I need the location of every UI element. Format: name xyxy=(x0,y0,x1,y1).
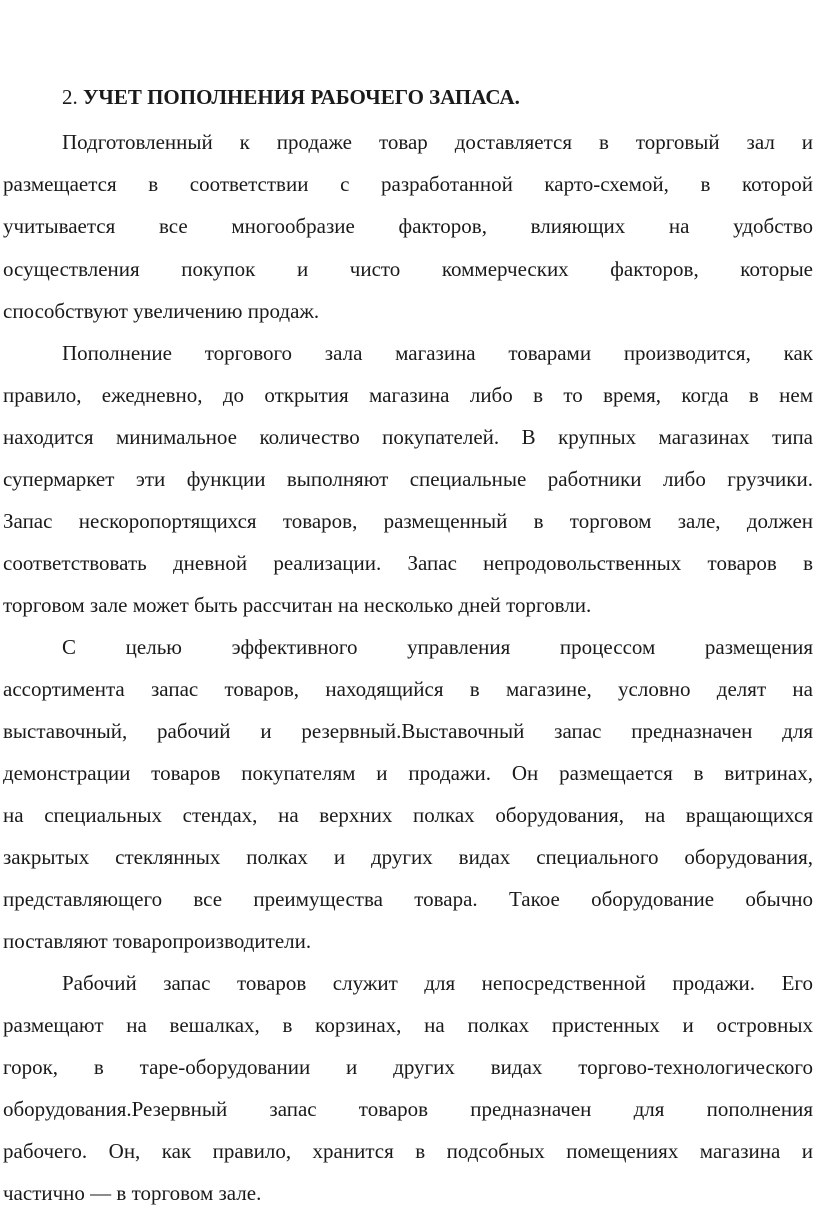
text-line: ассортимента запас товаров, находящийся в магазине, условно делят на xyxy=(3,677,813,701)
text-line: оборудования.Резервный запас товаров предназначен для пополнения xyxy=(3,1097,813,1121)
text-line: способствуют увеличению продаж. xyxy=(3,299,320,323)
section-number: 2. xyxy=(62,85,78,109)
text-line: осуществления покупок и чисто коммерческих факторов, которые xyxy=(3,257,813,281)
text-line: торговом зале может быть рассчитан на несколько дней торговли. xyxy=(3,593,592,617)
text-line: Рабочий запас товаров служит для непосредственной продажи. Его xyxy=(62,971,813,995)
text-line: С целью эффективного управления процессом размещения xyxy=(62,635,813,659)
text-line: соответствовать дневной реализации. Запас непродовольственных товаров в xyxy=(3,551,813,575)
text-line: горок, в таре-оборудовании и других видах торгово-технологического xyxy=(3,1055,813,1079)
text-line: находится минимальное количество покупателей. В крупных магазинах типа xyxy=(3,425,813,449)
text-line: размещают на вешалках, в корзинах, на полках пристенных и островных xyxy=(3,1013,813,1037)
section-title: УЧЕТ ПОПОЛНЕНИЯ РАБОЧЕГО ЗАПАСА. xyxy=(83,85,520,109)
text-line: правило, ежедневно, до открытия магазина либо в то время, когда в нем xyxy=(3,383,813,407)
text-line: закрытых стеклянных полках и других видах специального оборудования, xyxy=(3,845,813,869)
text-line: размещается в соответствии с разработанной карто-схемой, в которой xyxy=(3,172,813,196)
text-line: Запас нескоропортящихся товаров, размещенный в торговом зале, должен xyxy=(3,509,813,533)
text-line: представляющего все преимущества товара. Такое оборудование обычно xyxy=(3,887,813,911)
text-line: выставочный, рабочий и резервный.Выставочный запас предназначен для xyxy=(3,719,813,743)
text-line: рабочего. Он, как правило, хранится в подсобных помещениях магазина и xyxy=(3,1139,813,1163)
text-line: частично — в торговом зале. xyxy=(3,1181,262,1205)
text-line: учитывается все многообразие факторов, влияющих на удобство xyxy=(3,214,813,238)
text-line: Пополнение торгового зала магазина товарами производится, как xyxy=(62,341,813,365)
section-heading xyxy=(62,82,520,112)
text-line: на специальных стендах, на верхних полках оборудования, на вращающихся xyxy=(3,803,813,827)
text-line: поставляют товаропроизводители. xyxy=(3,929,312,953)
text-line: демонстрации товаров покупателям и продажи. Он размещается в витринах, xyxy=(3,761,813,785)
text-line: супермаркет эти функции выполняют специальные работники либо грузчики. xyxy=(3,467,813,491)
text-line: Подготовленный к продаже товар доставляется в торговый зал и xyxy=(62,130,813,154)
